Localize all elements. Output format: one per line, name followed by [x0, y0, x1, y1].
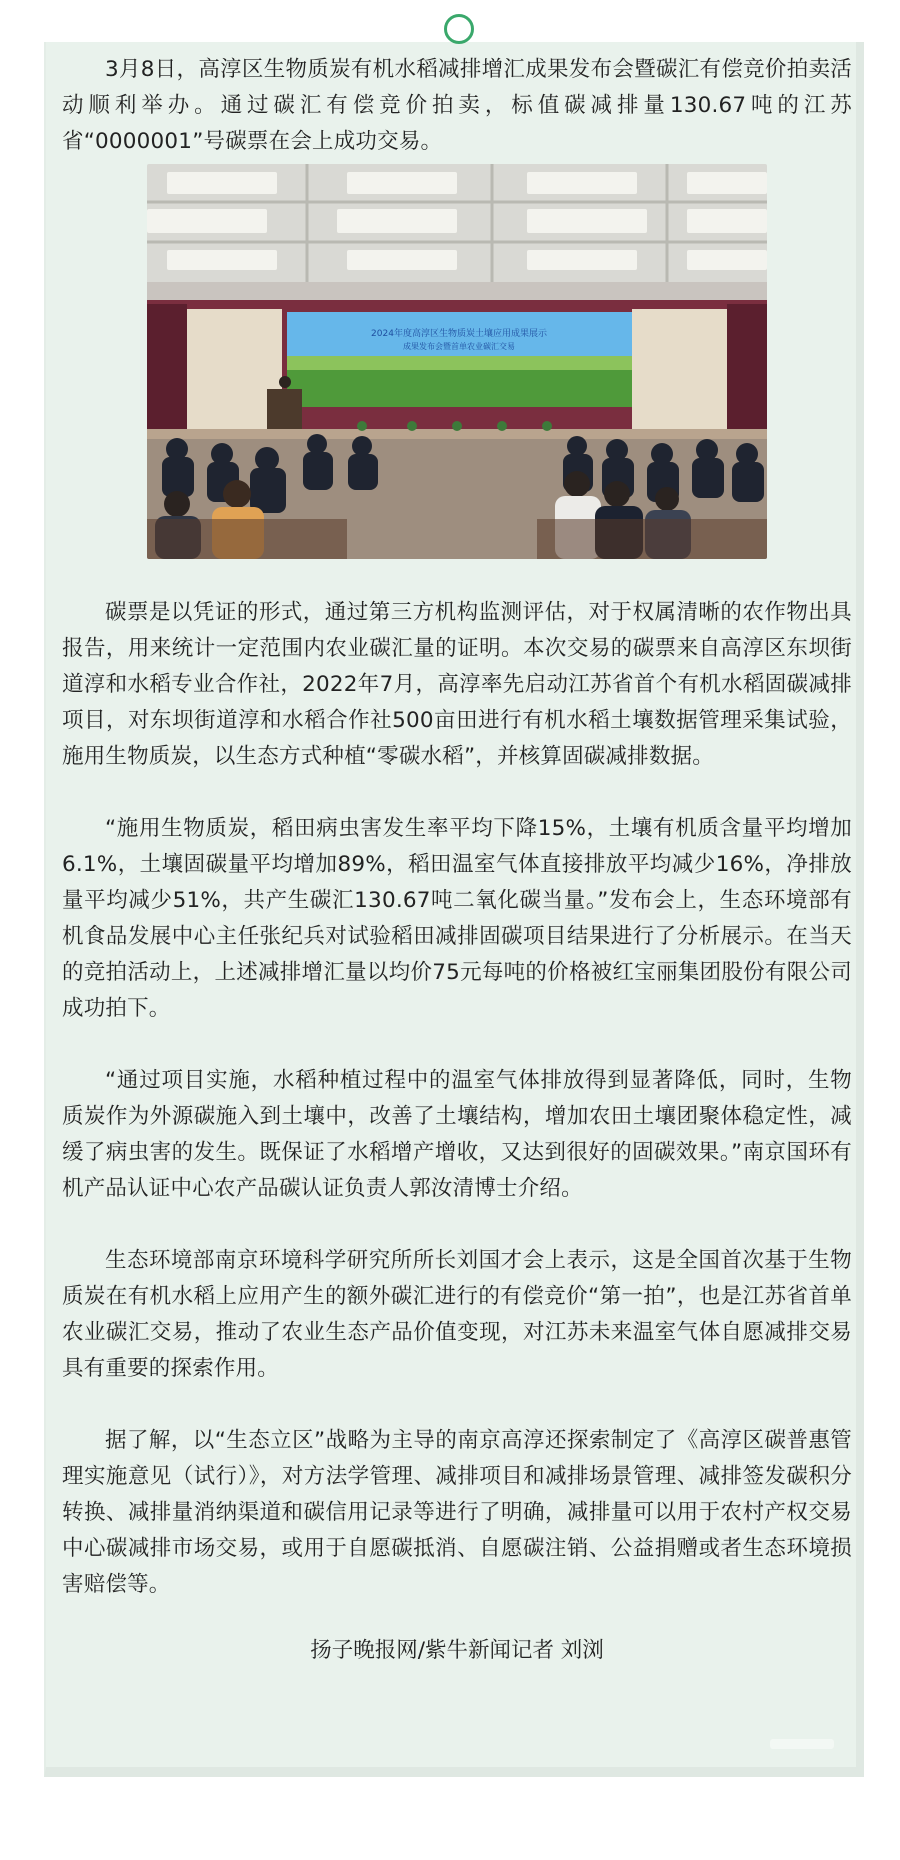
article-card: [44, 42, 864, 1777]
article-paragraph-4: “通过项目实施，水稻种植过程中的温室气体排放得到显著降低，同时，生物质炭作为外源碳施入到土壤中，改善了土壤结构，增加农田土壤团聚体稳定性，减缓了病虫害的发生。既保证了水稻增产增收，又达到很好的固碳效果。”南京国环有机产品认证中心农产品碳认证负责人郭汝清博士介绍。: [62, 1068, 852, 1201]
screen-title-line2: 成果发布会暨首单农业碳汇交易: [403, 342, 515, 351]
watermark: [770, 1739, 834, 1749]
article-byline: 扬子晚报网/紫牛新闻记者 刘浏: [310, 1638, 604, 1663]
article-content: [62, 52, 852, 1669]
screen-title-line1: 2024年度高淳区生物质炭土壤应用成果展示: [371, 329, 547, 339]
article-paragraph-1: 3月8日，高淳区生物质炭有机水稻减排增汇成果发布会暨碳汇有偿竞价拍卖活动顺利举办。通过碳汇有偿竞价拍卖，标值碳减排量130.67吨的江苏省“0000001”号碳票在会上成功交易。: [62, 57, 852, 154]
article-paragraph-2: 碳票是以凭证的形式，通过第三方机构监测评估，对于权属清晰的农作物出具报告，用来统计一定范围内农业碳汇量的证明。本次交易的碳票来自高淳区东坝街道淳和水稻专业合作社，2022年7月，高淳率先启动江苏省首个有机水稻固碳减排项目，对东坝街道淳和水稻合作社500亩田进行有机水稻土壤数据管理采集试验，施用生物质炭，以生态方式种植“零碳水稻”，并核算固碳减排数据。: [62, 600, 852, 769]
article-paragraph-5: 生态环境部南京环境科学研究所所长刘国才会上表示，这是全国首次基于生物质炭在有机水稻上应用产生的额外碳汇进行的有偿竞价“第一拍”，也是江苏省首单农业碳汇交易，推动了农业生态产品价值变现，对江苏未来温室气体自愿减排交易具有重要的探索作用。: [62, 1248, 852, 1381]
article-paragraph-6: 据了解，以“生态立区”战略为主导的南京高淳还探索制定了《高淳区碳普惠管理实施意见（试行）》，对方法学管理、减排项目和减排场景管理、减排签发碳积分转换、减排量消纳渠道和碳信用记录等进行了明确，减排量可以用于农村产权交易中心碳减排市场交易，或用于自愿碳抵消、自愿碳注销、公益捐赠或者生态环境损害赔偿等。: [62, 1428, 852, 1597]
conference-photo: [147, 164, 767, 559]
article-paragraph-3: “施用生物质炭，稻田病虫害发生率平均下降15%，土壤有机质含量平均增加6.1%，土壤固碳量平均增加89%，稻田温室气体直接排放平均减少16%，净排放量平均减少51%，共产生碳汇130.67吨二氧化碳当量。”发布会上，生态环境部有机食品发展中心主任张纪兵对试验稻田减排固碳项目结果进行了分析展示。在当天的竞拍活动上，上述减排增汇量以均价75元每吨的价格被红宝丽集团股份有限公司成功拍下。: [62, 816, 852, 1021]
top-circle-ornament-icon: [444, 14, 474, 44]
